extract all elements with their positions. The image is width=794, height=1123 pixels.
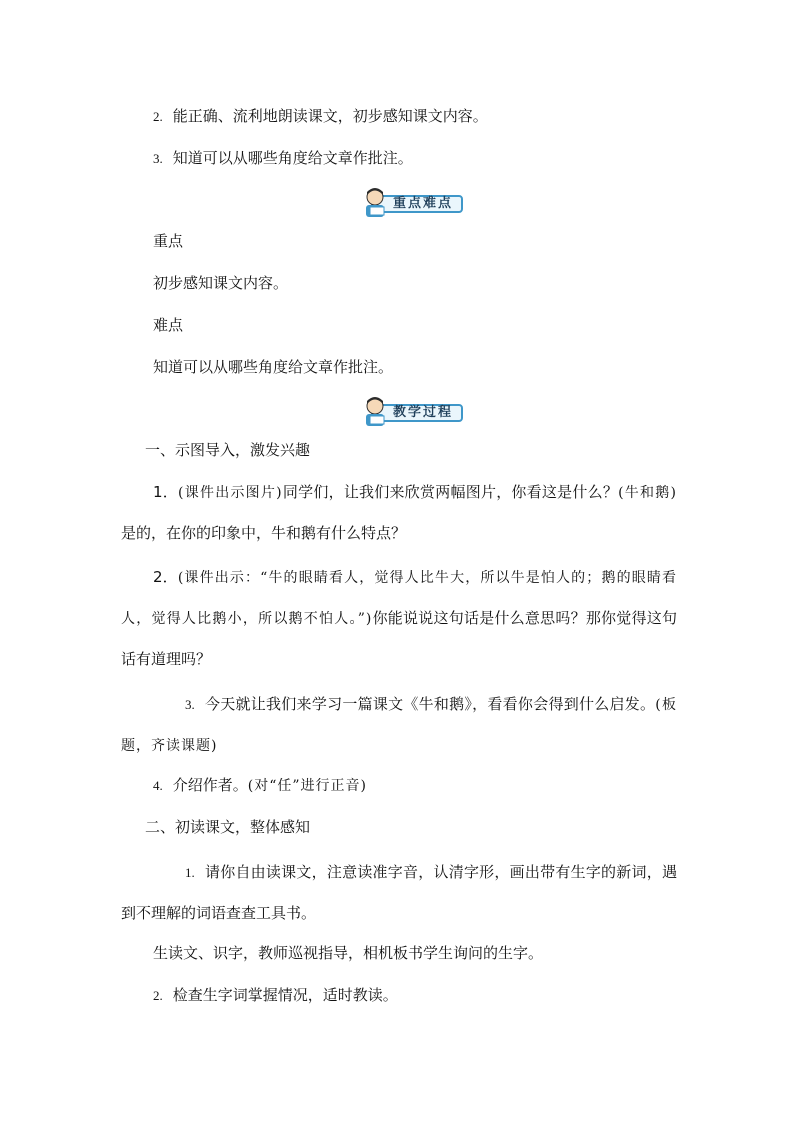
section-2-title: 二、初读课文，整体感知	[145, 818, 311, 836]
section-1-item-3: 3. 今天就让我们来学习一篇课文《牛和鹅》，看看你会得到什么启发。(板题，齐读课题)	[121, 695, 677, 754]
section-1-item-4: 4. 介绍作者。(对“任”进行正音)	[153, 776, 368, 794]
section-2-item-2: 2. 检查生字词掌握情况，适时教读。	[153, 986, 398, 1004]
objective-text: 知道可以从哪些角度给文章作批注。	[172, 149, 413, 167]
objective-2	[153, 106, 794, 127]
objective-3	[153, 148, 794, 169]
section-badge-key-points	[357, 187, 467, 217]
section-1-item-2: 2．(课件出示：“牛的眼睛看人，觉得人比牛大，所以牛是怕人的；鹅的眼睛看人，觉得人比鹅小，所以鹅不怕人。”)你能说说这句话是什么意思吗？那你觉得这句话有道理吗？	[121, 568, 677, 668]
objective-number: 2.	[153, 109, 163, 124]
student-reading-icon	[357, 396, 397, 428]
key-heading: 重点	[153, 232, 184, 250]
badge-label: 重点难点	[393, 196, 454, 211]
objective-text: 能正确、流利地朗读课文，初步感知课文内容。	[172, 107, 488, 125]
section-badge-teaching-process	[357, 396, 467, 426]
student-reading-icon	[357, 187, 397, 219]
section-2-item-1: 1. 请你自由读课文，注意读准字音，认清字形，画出带有生字的新词，遇到不理解的词语查查工具书。	[121, 863, 677, 922]
section-2-paragraph: 生读文、识字，教师巡视指导，相机板书学生询问的生字。	[153, 944, 544, 962]
section-1-title: 一、示图导入，激发兴趣	[145, 441, 311, 459]
badge-label: 教学过程	[393, 405, 454, 420]
key-text: 初步感知课文内容。	[153, 274, 289, 292]
objective-number: 3.	[153, 151, 163, 166]
difficulty-text: 知道可以从哪些角度给文章作批注。	[153, 358, 394, 376]
difficulty-heading: 难点	[153, 316, 184, 334]
section-1-item-1: 1．(课件出示图片)同学们，让我们来欣赏两幅图片，你看这是什么？(牛和鹅)是的，在你的印象中，牛和鹅有什么特点？	[121, 483, 677, 542]
